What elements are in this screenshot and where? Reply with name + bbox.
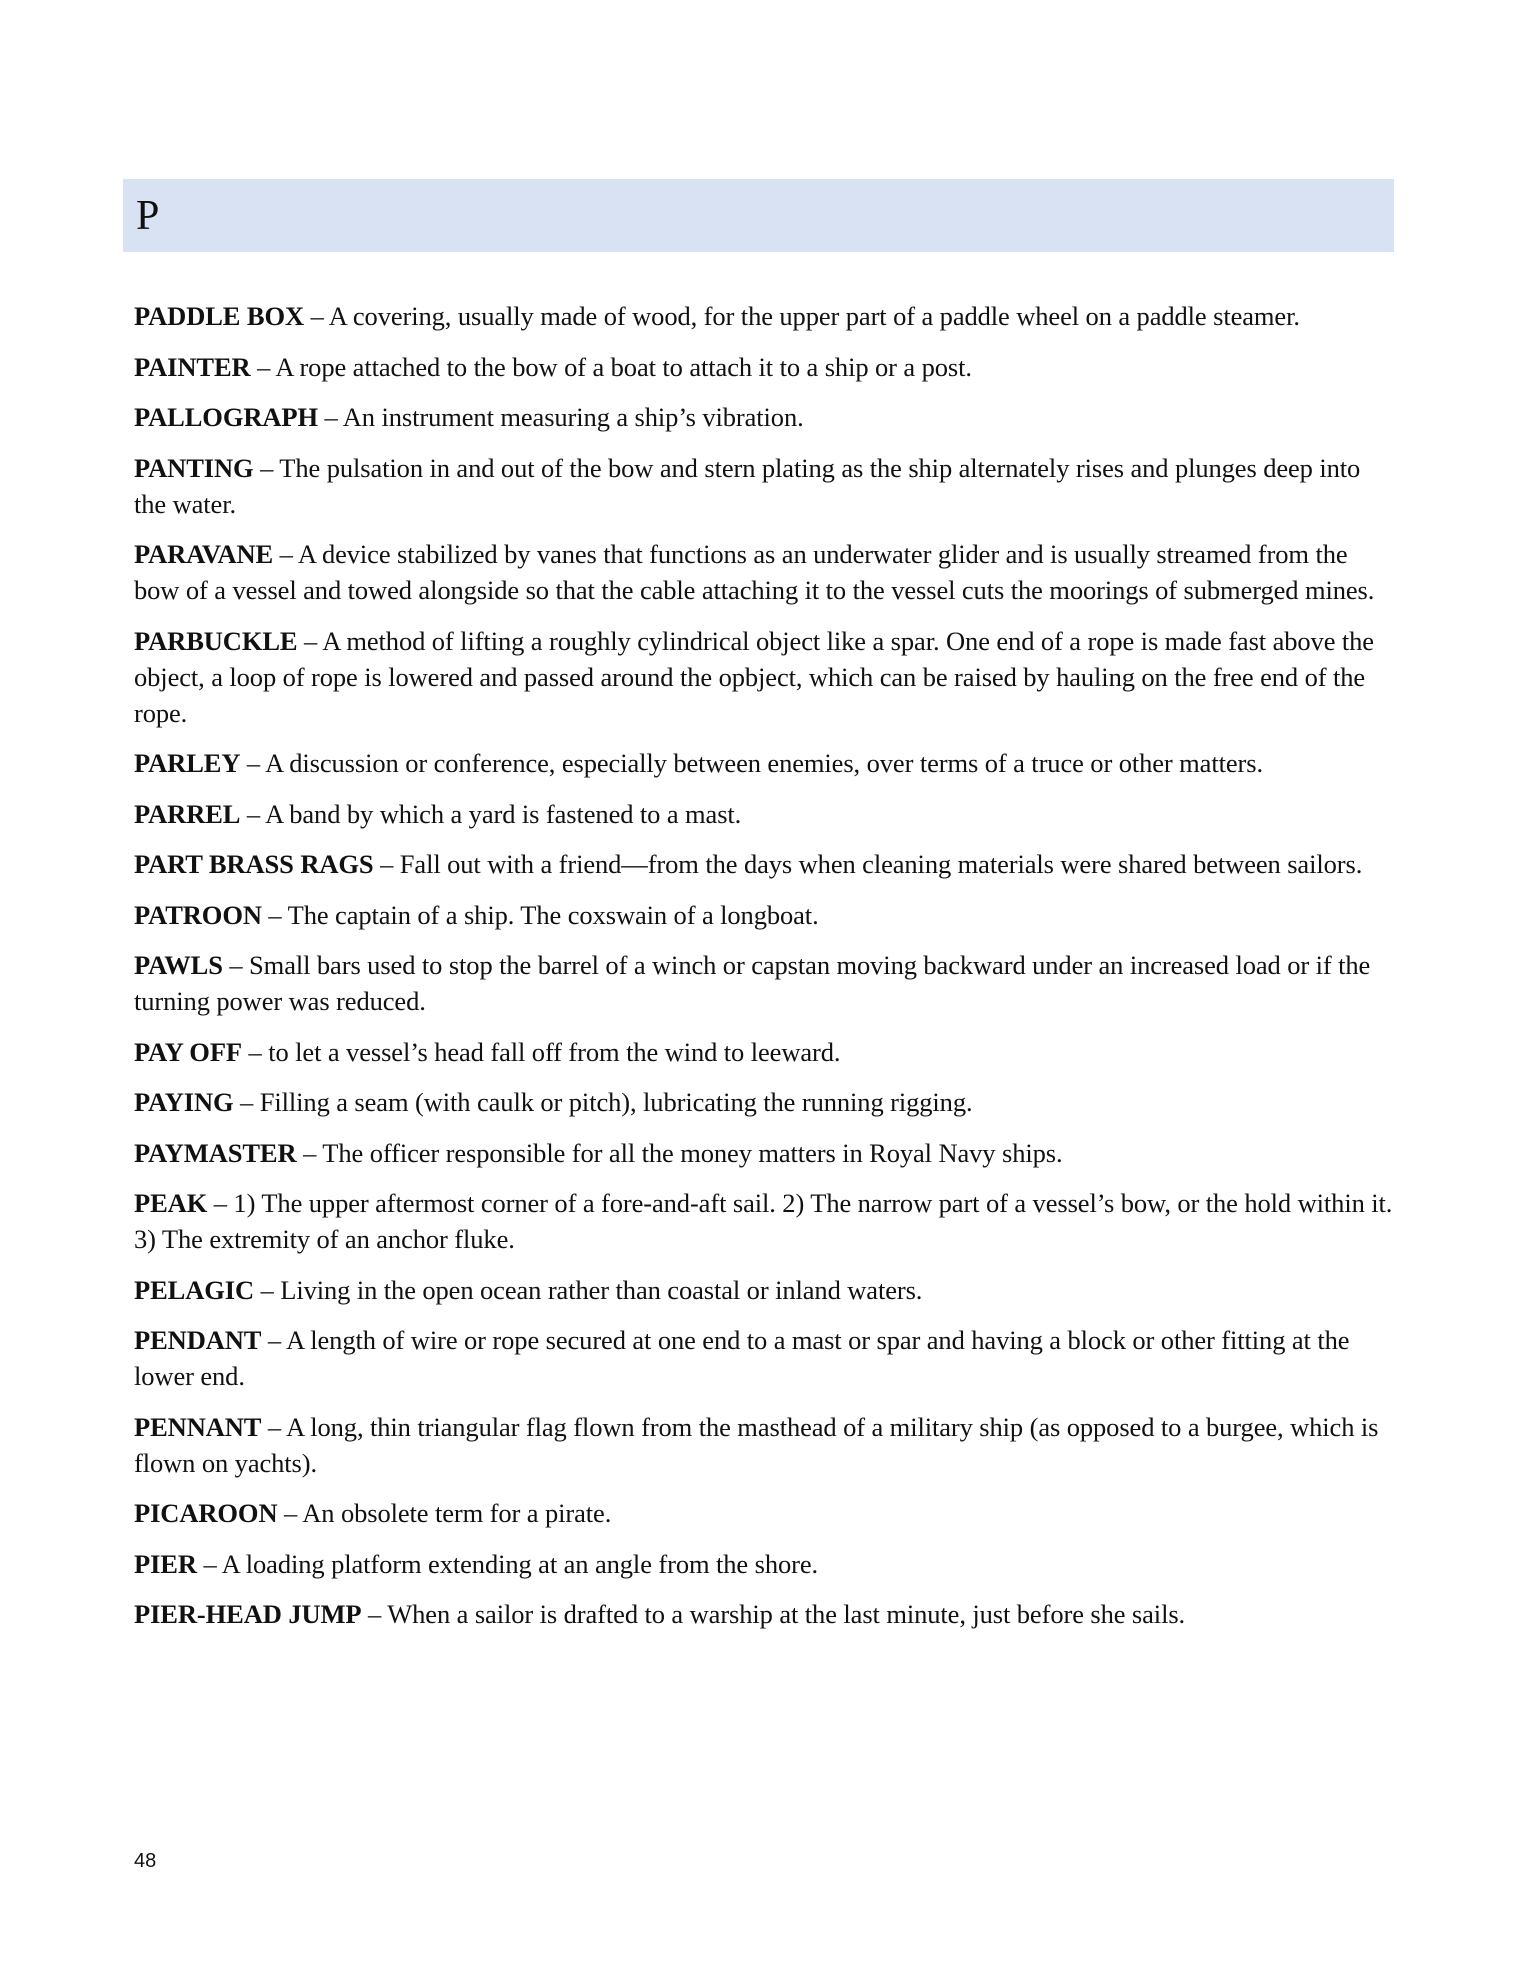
entry-term: PICAROON (134, 1498, 278, 1528)
section-letter: P (136, 192, 160, 239)
entry-separator: – (240, 748, 266, 778)
entry-term: PARBUCKLE (134, 625, 298, 656)
entry-definition: A long, thin triangular flag flown from the masthead of a military ship (as opposed to a burgee, which is flown on yachts). (134, 1411, 1379, 1478)
entry-separator: – (222, 950, 250, 980)
entry-term: PARREL (134, 798, 241, 829)
glossary-entry (134, 1596, 1394, 1632)
entry-separator: – (254, 1274, 281, 1305)
glossary-entry (134, 298, 1394, 334)
entry-term: PANTING (134, 452, 254, 483)
entry-definition: A length of wire or rope secured at one end to a mast or spar and having a block or other fitting at the lower end. (134, 1325, 1350, 1391)
entry-definition: Filling a seam (with caulk or pitch), lubricating the running rigging. (259, 1087, 973, 1117)
glossary-entry (134, 796, 1394, 832)
entry-definition: When a sailor is drafted to a warship at the last minute, just before she sails. (387, 1599, 1186, 1629)
entry-term: PELAGIC (134, 1274, 255, 1305)
entry-separator: – (373, 849, 400, 879)
entry-term: PENNANT (134, 1411, 262, 1442)
entry-term: PAWLS (134, 950, 223, 980)
entry-term: PATROON (134, 899, 262, 930)
entry-definition: Fall out with a friend—from the days when cleaning materials were shared between sailors. (399, 849, 1363, 879)
entry-separator: – (361, 1599, 388, 1629)
glossary-entry (134, 623, 1394, 731)
entry-definition: A loading platform extending at an angle from the shore. (221, 1548, 819, 1579)
glossary-entry (134, 1084, 1394, 1120)
glossary-entry (134, 1135, 1394, 1171)
entry-definition: The pulsation in and out of the bow and stern plating as the ship alternately rises and plunges deep into the water. (134, 452, 1361, 519)
entry-definition: A covering, usually made of wood, for the upper part of a paddle wheel on a paddle steamer. (328, 301, 1300, 331)
glossary-entry (134, 1495, 1394, 1531)
glossary-entry (134, 947, 1394, 1019)
entry-term: PAINTER (134, 351, 251, 382)
entry-term: PAY OFF (134, 1036, 242, 1067)
entry-term: PEAK (134, 1188, 208, 1218)
entry-separator: – (261, 1325, 287, 1355)
entry-separator: – (233, 1087, 260, 1117)
glossary-entry (134, 349, 1394, 385)
entry-separator: – (318, 402, 343, 432)
entry-definition: A band by which a yard is fastened to a mast. (265, 798, 742, 829)
glossary-entry (134, 450, 1394, 522)
entry-term: PARAVANE (134, 539, 274, 569)
entry-term: PARLEY (134, 748, 241, 778)
entry-separator: – (273, 539, 298, 569)
entry-definition: An instrument measuring a ship’s vibration. (342, 402, 804, 432)
entry-separator: – (207, 1188, 234, 1218)
entry-definition: Living in the open ocean rather than coastal or inland waters. (280, 1274, 923, 1305)
entry-separator: – (240, 798, 266, 829)
entry-term: PIER-HEAD JUMP (134, 1599, 362, 1629)
entry-separator: – (277, 1498, 303, 1528)
glossary-entry (134, 1546, 1394, 1582)
entry-separator: – (261, 899, 288, 930)
entry-separator: – (304, 301, 329, 331)
glossary-entry (134, 1322, 1394, 1394)
glossary-entries (134, 298, 1394, 1647)
entry-separator: – (261, 1411, 287, 1442)
section-header (123, 179, 1394, 252)
entry-definition: A device stabilized by vanes that functions as an underwater glider and is usually streamed from the bow of a vessel and towed alongside so that the cable attaching it to the vessel cuts the moorings of submerged mines. (134, 539, 1375, 605)
glossary-entry (134, 1409, 1394, 1481)
entry-separator: – (296, 1137, 323, 1168)
glossary-entry (134, 745, 1394, 781)
entry-separator: – (297, 625, 323, 656)
glossary-entry (134, 536, 1394, 608)
glossary-entry (134, 846, 1394, 882)
entry-definition: A discussion or conference, especially between enemies, over terms of a truce or other matters. (265, 748, 1263, 778)
entry-separator: – (196, 1548, 222, 1579)
glossary-entry (134, 1034, 1394, 1070)
entry-definition: 1) The upper aftermost corner of a fore-and-aft sail. 2) The narrow part of a vessel’s bow, or the hold within it. 3) The extremity of an anchor fluke. (134, 1188, 1393, 1254)
entry-definition: A rope attached to the bow of a boat to attach it to a ship or a post. (275, 351, 972, 382)
glossary-entry (134, 399, 1394, 435)
entry-separator: – (253, 452, 280, 483)
entry-separator: – (250, 351, 276, 382)
page-number: 48 (134, 1850, 157, 1872)
entry-definition: The officer responsible for all the money matters in Royal Navy ships. (322, 1137, 1063, 1168)
entry-separator: – (242, 1036, 269, 1067)
entry-definition: A method of lifting a roughly cylindrical object like a spar. One end of a rope is made fast above the object, a loop of rope is lowered and passed around the opbject, which can be raised by hauling on the free end of the rope. (134, 625, 1374, 728)
glossary-entry (134, 897, 1394, 933)
glossary-entry (134, 1272, 1394, 1308)
entry-definition: to let a vessel’s head fall off from the wind to leeward. (268, 1036, 841, 1067)
entry-term: PALLOGRAPH (134, 402, 319, 432)
entry-definition: Small bars used to stop the barrel of a winch or capstan moving backward under an increased load or if the turning power was reduced. (134, 950, 1371, 1016)
entry-term: PENDANT (134, 1325, 262, 1355)
entry-term: PIER (134, 1548, 197, 1579)
entry-term: PAYMASTER (134, 1137, 297, 1168)
entry-term: PADDLE BOX (134, 301, 305, 331)
entry-definition: The captain of a ship. The coxswain of a longboat. (287, 899, 819, 930)
entry-definition: An obsolete term for a pirate. (302, 1498, 612, 1528)
entry-term: PAYING (134, 1087, 234, 1117)
glossary-entry (134, 1185, 1394, 1257)
entry-term: PART BRASS RAGS (134, 849, 374, 879)
